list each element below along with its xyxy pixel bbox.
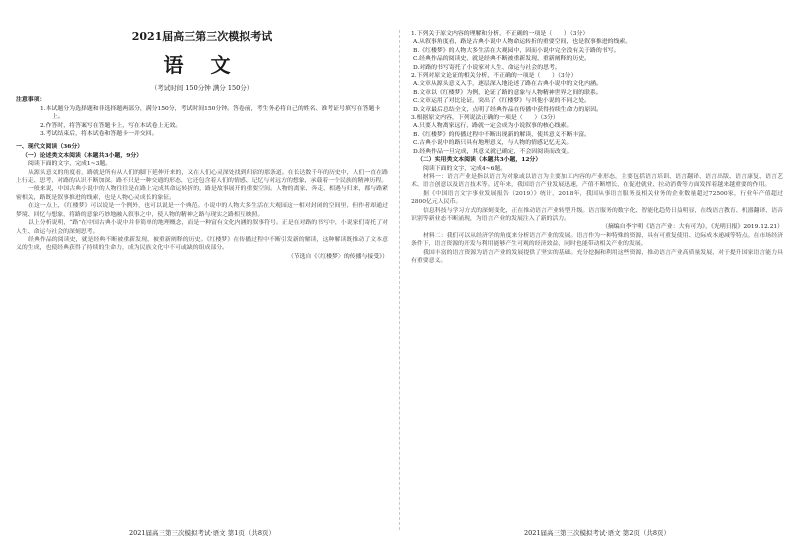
page-footer: 2021届高三第三次模拟考试·语文 第2页（共8页） — [524, 529, 670, 537]
subsection-heading: （二）实用类文本阅读（本题共3小题，12分） — [417, 156, 542, 164]
material-paragraph: 据《中国语言文字事业发展报告（2019）》统计，2018年，我国从事语言服务及相关业务的企业数量超过72500家，行业年产值超过2800亿元人民币。 — [411, 190, 783, 206]
page-divider — [399, 30, 400, 530]
question-2: 2.下列对原文论证的相关分析，不正确的一项是（ ）（3分） — [411, 73, 577, 80]
article-paragraph: 从源头意义的角度看，路就是所有从人们的脚下延伸开来的，又在人们心灵深处找到归宿的那条道。在长达数千年的历史中，人们一直在路上行走、思考，对路的认识不断加深。路不只是一种交通的形态，它还包含着人们的情感、记忆与对远方的想象，承载着一个民族的精神历程。 — [16, 169, 388, 185]
material-paragraph: 信息科技与学习方式的深刻变化，正在推动语言产业转型升级。语言服务的数字化、智能化趋势日益明显，在线语言教育、机器翻译、语音识别等新业态不断涌现，为语言产业的发展注入了新的活力。 — [411, 207, 783, 222]
material-paragraph: 我国丰富的语言资源为语言产业的发展提供了坚实的基础。充分挖掘和利用这些资源，推动语言产业高质量发展，对于提升国家语言能力具有重要意义。 — [411, 249, 783, 264]
option-c: C.文章运用了对比论证，突出了《红楼梦》与其他小说的不同之处。 — [413, 98, 590, 105]
subsection-heading: （一）论述类文本阅读（本题共3小题，9分） — [22, 151, 143, 159]
option-a: A.从叙事角度看，路是古典小说中人物命运转折的重要空间，也是叙事推进的线索。 — [413, 39, 632, 46]
question-3: 3.根据原文内容，下列说法正确的一项是（ ）（3分） — [411, 115, 559, 122]
note-item: 1.本试题分为选择题和非选择题两部分，满分150分，考试时间150分钟。答卷前，考生务必将自己的姓名、准考证号填写在答题卡上。 — [40, 105, 381, 121]
option-a: A.只要人物离家远行，路就一定会成为小说叙事的核心线索。 — [413, 123, 573, 130]
option-b: B.《红楼梦》的人物大多生活在大观园中，因而小说中完全没有关于路的书写。 — [413, 47, 620, 54]
notes-label: 注意事项： — [16, 96, 46, 104]
option-b: B.《红楼梦》的传播过程中不断出现新的解读，使其意义不断丰富。 — [413, 131, 591, 138]
notes-block — [16, 96, 388, 138]
reading-instruction: 阅读下面的文字，完成4~6题。 — [423, 165, 507, 172]
option-b: B.文章以《红楼梦》为例，论证了路的意象与人物精神世界之间的联系。 — [413, 89, 602, 96]
article-source: （节选自《〈红楼梦〉的传播与接受》） — [287, 253, 388, 260]
article-paragraph: 以上分析说明，“路”在中国古典小说中并非简单的地理概念，而是一种富有文化内涵的叙事符号。正是在对路的书写中，小说家们寄托了对人生、命运与社会的深刻思考。 — [16, 220, 388, 235]
option-a: A.文章从源头意义入手，逐层深入地论述了路在古典小说中的文化内涵。 — [413, 81, 602, 88]
article-paragraph: 一般来说，中国古典小说中的人物往往是在路上完成其命运转折的，路是故事展开的重要空间。人物的离家、奔走、相遇与归来，都与路紧密相关，路既是叙事推进的线索，也是人物心灵成长的象征。 — [16, 186, 388, 201]
option-c: C.古典小说中的路只具有地理意义，与人物的情感记忆无关。 — [413, 140, 573, 147]
option-d: D.对路的书写寄托了小说家对人生、命运与社会的思考。 — [413, 64, 561, 71]
option-c: C.经典作品的阅读史，就是经典不断被重新发现、重新阐释的历史。 — [413, 56, 590, 63]
question-1: 1.下列关于原文内容的理解和分析，不正确的一项是（ ）（3分） — [411, 31, 589, 37]
note-item: 2.作答时，将答案写在答题卡上，写在本试卷上无效。 — [40, 122, 182, 129]
left-page — [16, 30, 388, 522]
material-paragraph: 材料一：语言产业是指以语言为对象或以语言为主要加工内容的产业形态，主要包括语言培训、语言翻译、语言出版、语言康复、语言艺术、语言创意以及语言技术等。近年来，我国语言产业发展迅速，产值不断增长，在促进就业、拉动消费等方面发挥着越来越重要的作用。 — [411, 173, 783, 189]
article-paragraph: 经典作品的阅读史，就是经典不断被重新发现、被重新阐释的历史。《红楼梦》在传播过程中不断引发新的解读，这种解读既推动了文本意义的生成，也使经典获得了持续的生命力，成为民族文化中不可或缺的组成部分。 — [16, 236, 388, 252]
section-heading: 一、现代文阅读（36分） — [16, 143, 84, 151]
material-paragraph: 材料二：我们可以从经济学的角度来分析语言产业的发展。语言作为一种特殊的资源，具有可重复使用、边际成本递减等特点。在市场经济条件下，语言资源的开发与利用能够产生可观的经济效益，同时也能带动相关产业的发展。 — [411, 232, 783, 248]
option-d: D.经典作品一旦完成，其意义就已确定，不会因阅读而改变。 — [413, 148, 573, 155]
reading-instruction: 阅读下面的文字，完成1~3题。 — [28, 161, 112, 168]
article-paragraph: 在这一点上，《红楼梦》可以说是一个例外，也可以说是一个典范。小说中的人物大多生活在大观园这一相对封闭的空间里，但作者却通过梦境、回忆与想象，将路的意象巧妙地融入叙事之中，使人物的精神之路与现实之路相互映照。 — [16, 203, 388, 218]
exam-title: 2021届高三第三次模拟考试 — [131, 30, 273, 43]
right-page — [411, 30, 783, 522]
note-item: 3.考试结束后，将本试卷和答题卡一并交回。 — [40, 131, 158, 138]
page-footer: 2021届高三第三次模拟考试·语文 第1页（共8页） — [129, 529, 275, 537]
option-d: D.文章最后总结全文，点明了经典作品在传播中获得持续生命力的原因。 — [413, 106, 602, 113]
material-source: （摘编自李宇明《语言产业：大有可为》，《光明日报》2019.12.21） — [602, 224, 783, 231]
exam-info: （考试时间 150分钟 满分 150分） — [150, 84, 254, 92]
subject-title: 语 文 — [163, 53, 241, 77]
